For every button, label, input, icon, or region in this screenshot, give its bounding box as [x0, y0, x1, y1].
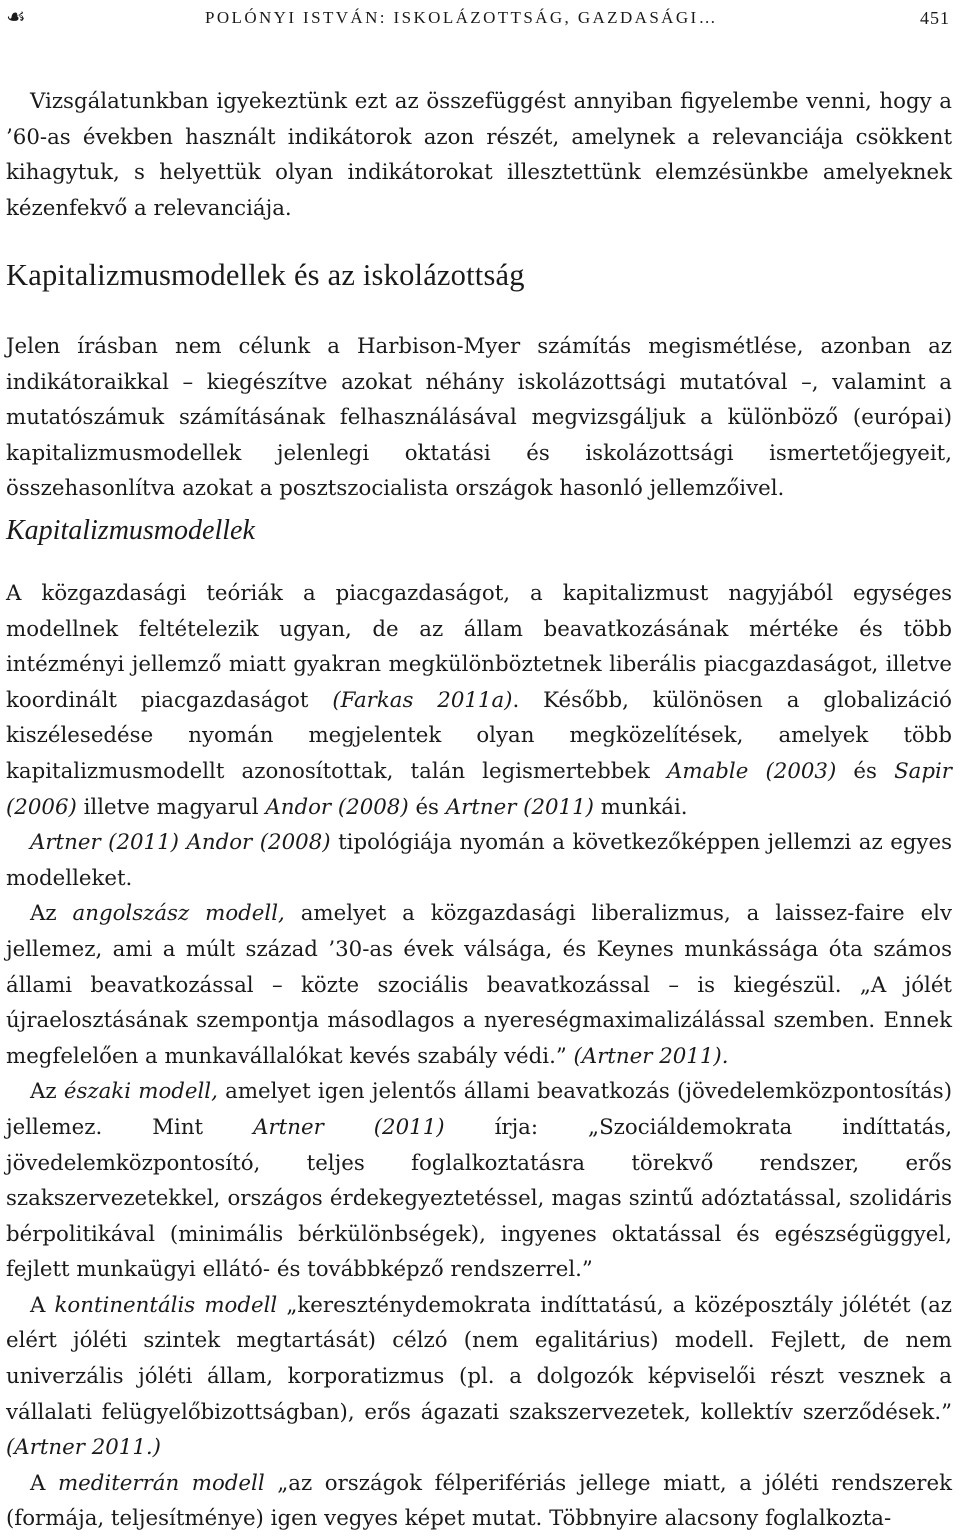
- model-term: mediterrán modell: [57, 1470, 265, 1496]
- text-run: A: [30, 1292, 55, 1318]
- text-run: „kereszténydemokrata indíttatású, a középosztály jólétét (az elért jóléti szintek megtartását) célzó (nem egalitárius) modell. Fejlett, de nem univerzális jóléti állam, korporatizmus (pl. a dolgozók képviselői részt vesznek a vállalati felügyelőbizottságban), erős ágazati szakszervezetek, kollektív szerződések.”: [6, 1292, 952, 1425]
- subsection-heading: Kapitalizmusmodellek: [6, 515, 255, 546]
- running-title: POLÓNYI ISTVÁN: ISKOLÁZOTTSÁG, GAZDASÁGI…: [205, 8, 718, 27]
- running-header: [0, 4, 960, 34]
- page-number: 451: [920, 8, 950, 28]
- text-run: „az országok félperifériás jellege miatt, a jóléti rendszerek (formája, teljesítménye) igen vegyes képet mutat. Többnyire alacsony foglalkozta-: [6, 1470, 952, 1532]
- text-run: amelyet a közgazdasági liberalizmus, a laissez-faire elv jellemez, ami a múlt század ’30-as évek válsága, és Keynes munkássága óta számos állami beavatkozással – közte szociális beavatkozással – is kiegészül. „A jólét újraelosztásának szempontja másodlagos a nyereségmaximalizálással szemben. Ennek megfelelően a munkavállalókat kevés szabály védi.”: [6, 901, 953, 1069]
- body-text: [6, 576, 952, 1537]
- citation: Artner (2011): [445, 794, 594, 820]
- fleuron-icon: ☙: [6, 4, 26, 29]
- text-run: Az: [30, 1079, 64, 1105]
- citation: Amable (2003): [667, 758, 837, 784]
- section-paragraph: Jelen írásban nem célunk a Harbison-Myer számítás megismétlése, azonban az indikátoraikkal – kiegészítve azokat néhány iskolázottsági mutatóval –, valamint a mutatószámuk számításának felhasználásával megvizsgáljuk a különböző (európai) kapitalizmusmodellek jelenlegi oktatási és iskolázottsági ismertetőjegyeit, összehasonlítva azokat a posztszocialista országok hasonló jellemzőivel.: [6, 334, 952, 502]
- text-run: és: [408, 794, 446, 820]
- citation: (Artner 2011.): [6, 1435, 161, 1461]
- model-term: angolszász modell,: [72, 901, 285, 927]
- text-run: . Később, különösen a globalizáció kiszélesedése nyomán megjelentek olyan megközelítések, amelyek több kapitalizmusmodellt azonosítottak, talán legismertebbek: [6, 687, 953, 784]
- citation: Artner (2011): [253, 1114, 445, 1140]
- paragraph-models: [6, 576, 952, 825]
- intro-paragraph: Vizsgálatunkban igyekeztünk ezt az összefüggést annyiban figyelembe venni, hogy a ’60-as években használt indikátorok azon részét, amelynek a relevanciája csökkent kihagytuk, s helyettük olyan indikátorokat illesztettünk elemzésünkbe amelyeknek kézenfekvő a relevanciája.: [6, 89, 952, 221]
- paragraph-continental-model: [6, 1288, 952, 1466]
- citation: (Farkas 2011a): [332, 687, 513, 713]
- paragraph-nordic-model: [6, 1074, 952, 1288]
- text-run: írja: „Szociáldemokrata indíttatás, jövedelemközpontosító, teljes foglalkoztatásra törekvő rendszer, erős szakszervezetekkel, országos érdekegyeztetéssel, magas szintű adóztatással, szolidáris bérpolitikával (minimális bérkülönbségek), ingyenes oktatással és egészségüggyel, fejlett munkaügyi ellátó- és továbbképző rendszerrel.”: [6, 1114, 952, 1283]
- citation: Sapir (2006): [6, 758, 952, 820]
- text-run: és: [836, 758, 895, 784]
- text-run: illetve magyarul: [76, 794, 266, 820]
- text-run: tipológiája nyomán a következőképpen jellemzi az egyes modelleket.: [6, 830, 952, 891]
- text-run: amelyet igen jelentős állami beavatkozás (jövedelemközpontosítás) jellemez. Mint: [6, 1079, 952, 1140]
- citation: Andor (2008): [265, 794, 409, 820]
- text-run: munkái.: [593, 794, 688, 820]
- citation: (Artner 2011).: [573, 1043, 729, 1069]
- paragraph-typology: [6, 825, 952, 896]
- paragraph-mediterranean-model: [6, 1466, 952, 1537]
- paragraph-anglo-saxon-model: [6, 896, 952, 1074]
- text-run: Az: [30, 901, 73, 927]
- model-term: északi modell,: [63, 1079, 218, 1105]
- text-run: A közgazdasági teóriák a piacgazdaságot, a kapitalizmust nagyjából egységes modellnek feltételezik ugyan, de az állam beavatkozásának mértéke és több intézményi jellemző miatt gyakran megkülönböztetnek liberális piacgazdaságot, illetve koordinált piacgazdaságot: [6, 581, 952, 713]
- section-heading: Kapitalizmusmodellek és az iskolázottság: [6, 258, 525, 292]
- citation: Artner (2011) Andor (2008): [30, 830, 331, 856]
- text-run: A: [30, 1470, 58, 1496]
- model-term: kontinentális modell: [54, 1292, 278, 1318]
